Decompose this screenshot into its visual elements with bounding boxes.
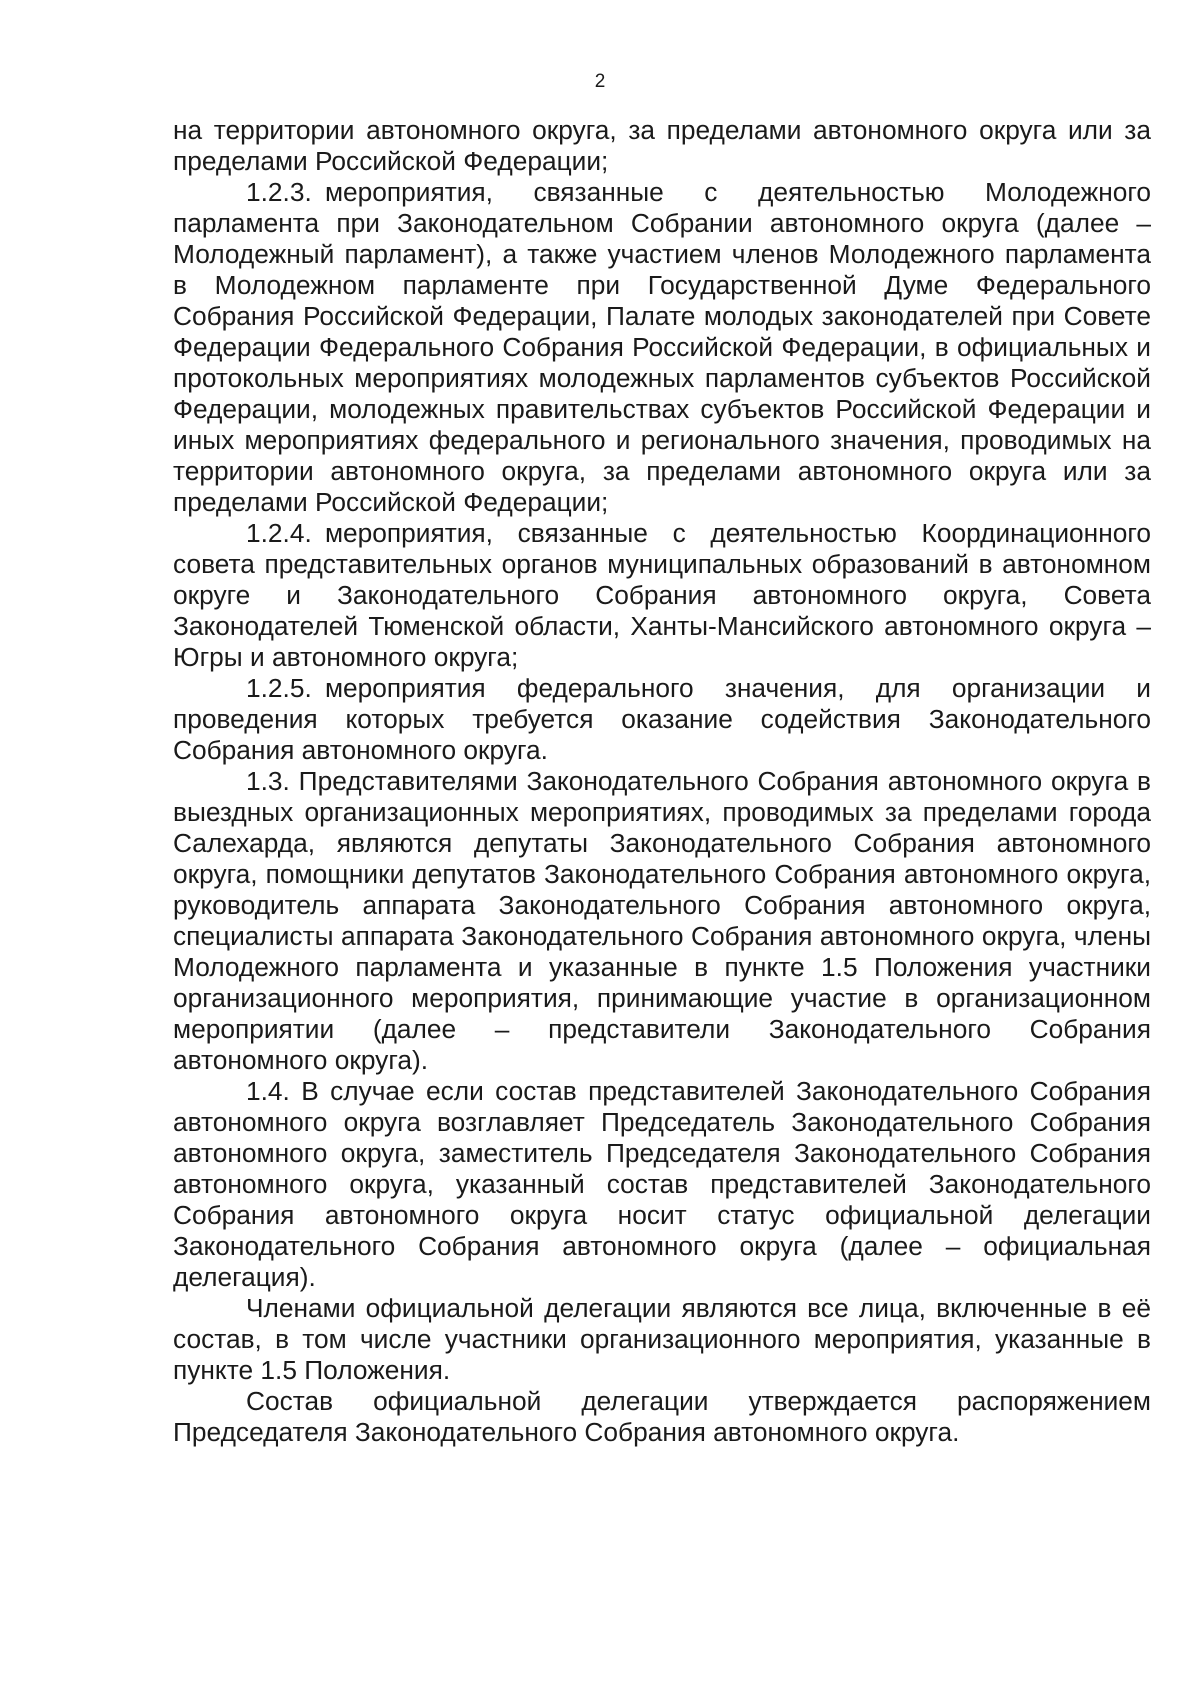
paragraph-1-4: 1.4. В случае если состав представителей Законодательного Собрания автономного округа возглавляет Председатель Законодательного Собрания автономного округа, заместитель Председателя Законодательного Собрания автономного округа, указанный состав представителей Законодательного Собрания автономного округа носит статус официальной делегации Законодательного Собрания автономного округа (далее – официальная делегация). [173,1076,1151,1292]
paragraph-1-2-3: 1.2.3. мероприятия, связанные с деятельностью Молодежного парламента при Законодательном Собрании автономного округа (далее – Молодежный парламент), а также участием членов Молодежного парламента в Молодежном парламенте при Государственной Думе Федерального Собрания Российской Федерации, Палате молодых законодателей при Совете Федерации Федерального Собрания Российской Федерации, в официальных и протокольных мероприятиях молодежных парламентов субъектов Российской Федерации, молодежных правительствах субъектов Российской Федерации и иных мероприятиях федерального и регионального значения, проводимых на территории автономного округа, за пределами автономного округа или за пределами Российской Федерации; [173,177,1151,517]
paragraph-delegation-members: Членами официальной делегации являются все лица, включенные в её состав, в том числе участники организационного мероприятия, указанные в пункте 1.5 Положения. [173,1293,1151,1385]
document-body [173,115,1151,1448]
paragraph-1-2-4: 1.2.4. мероприятия, связанные с деятельностью Координационного совета представительных органов муниципальных образований в автономном округе и Законодательного Собрания автономного округа, Совета Законодателей Тюменской области, Ханты-Мансийского автономного округа – Югры и автономного округа; [173,518,1151,672]
paragraph-1-2-5: 1.2.5. мероприятия федерального значения, для организации и проведения которых требуется оказание содействия Законодательного Собрания автономного округа. [173,673,1151,765]
page-number: 2 [594,71,606,92]
paragraph-1-3: 1.3. Представителями Законодательного Собрания автономного округа в выездных организационных мероприятиях, проводимых за пределами города Салехарда, являются депутаты Законодательного Собрания автономного округа, помощники депутатов Законодательного Собрания автономного округа, руководитель аппарата Законодательного Собрания автономного округа, специалисты аппарата Законодательного Собрания автономного округа, члены Молодежного парламента и указанные в пункте 1.5 Положения участники организационного мероприятия, принимающие участие в организационном мероприятии (далее – представители Законодательного Собрания автономного округа). [173,766,1151,1075]
paragraph-delegation-approval: Состав официальной делегации утверждается распоряжением Председателя Законодательного Собрания автономного округа. [173,1386,1151,1447]
paragraph-continuation: на территории автономного округа, за пределами автономного округа или за пределами Российской Федерации; [173,115,1151,176]
